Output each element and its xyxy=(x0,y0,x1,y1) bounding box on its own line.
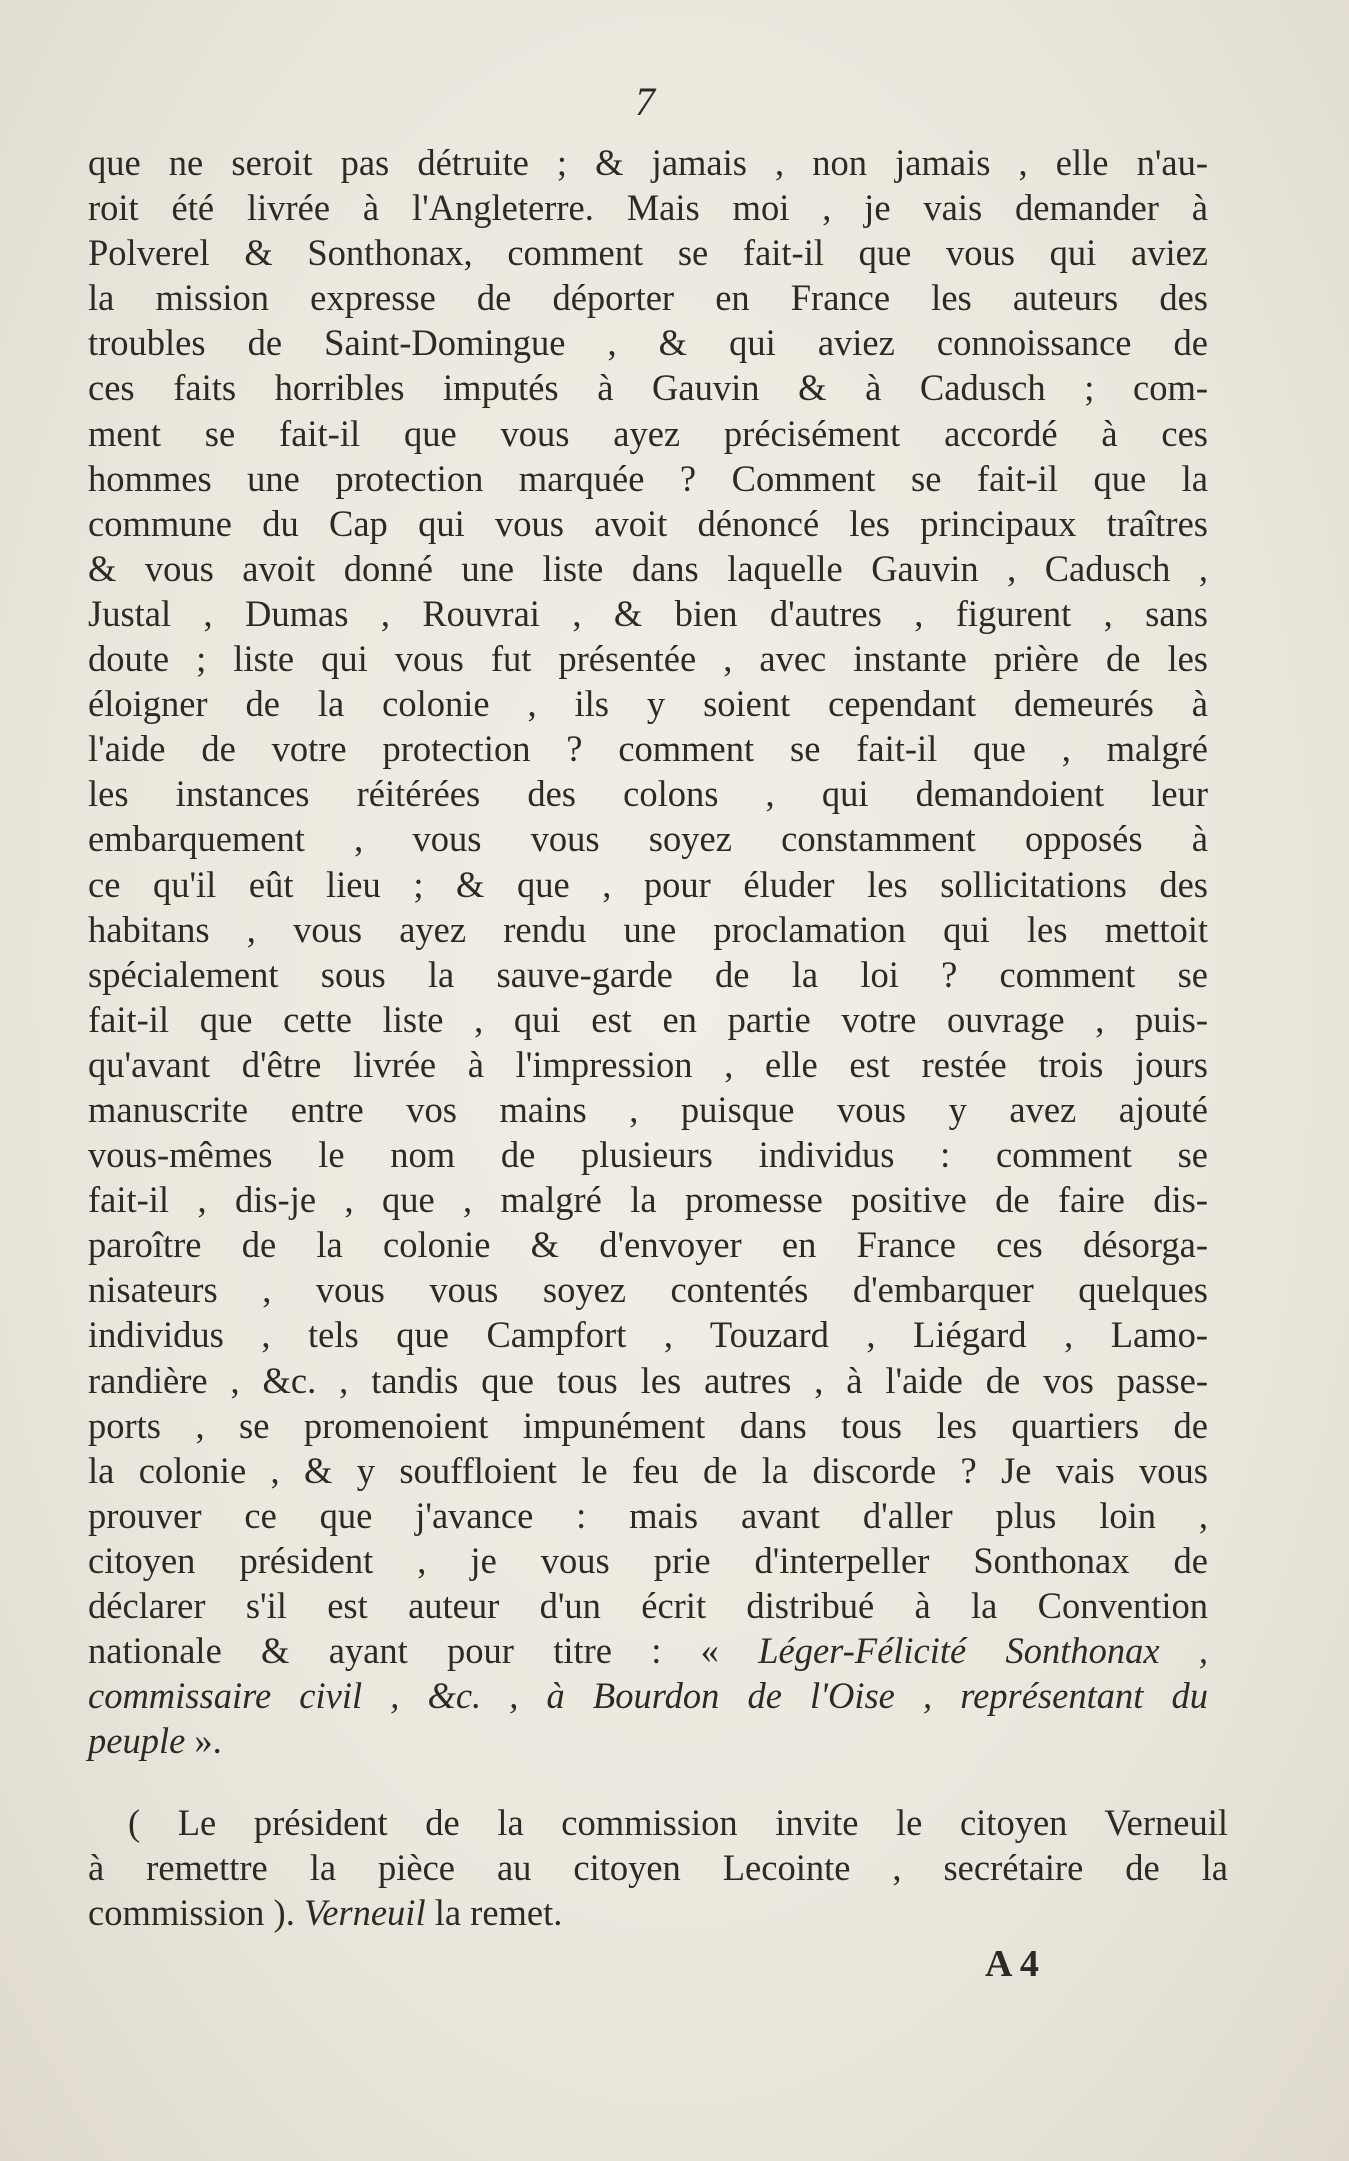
tail-italic-title: Léger-Félicité Sonthonax , xyxy=(758,1630,1209,1672)
text-line: l'aide de votre protection ? comment se fait-il que , malgré xyxy=(88,728,1208,770)
text-line: doute ; liste qui vous fut présentée , avec instante prière de les xyxy=(88,638,1208,680)
para2-line-2: à remettre la pièce au citoyen Lecointe , secrétaire de la xyxy=(88,1847,1228,1889)
text-line: vous-mêmes le nom de plusieurs individus : comment se xyxy=(88,1134,1208,1176)
text-line: fait-il , dis-je , que , malgré la promesse positive de faire dis- xyxy=(88,1179,1208,1221)
text-line: fait-il que cette liste , qui est en partie votre ouvrage , puis- xyxy=(88,998,1208,1040)
text-line: ports , se promenoient impunément dans tous les quartiers de xyxy=(88,1404,1208,1446)
para2-line-3 xyxy=(88,1890,1228,1935)
para2-italic-name: Verneuil xyxy=(303,1892,426,1934)
text-line-tail-1 xyxy=(88,1628,1208,1673)
signature-mark: A 4 xyxy=(985,1943,1039,1985)
text-line: ment se fait-il que vous ayez précisément accordé à ces xyxy=(88,412,1208,454)
para2-line-1: ( Le président de la commission invite le citoyen Verneuil xyxy=(128,1802,1228,1843)
text-line: ce qu'il eût lieu ; & que , pour éluder les sollicitations des xyxy=(88,863,1208,905)
text-line: embarquement , vous vous soyez constamment opposés à xyxy=(88,818,1208,860)
text-line: prouver ce que j'avance : mais avant d'aller plus loin , xyxy=(88,1494,1208,1536)
para2-text-b: la remet. xyxy=(425,1892,563,1934)
tail-italic-title-cont: commissaire civil , &c. , à Bourdon de l'Oise , représentant du xyxy=(88,1675,1208,1717)
text-line: éloigner de la colonie , ils y soient cependant demeurés à xyxy=(88,683,1208,725)
text-line-tail-3 xyxy=(88,1718,1208,1763)
text-line: citoyen président , je vous prie d'interpeller Sonthonax de xyxy=(88,1539,1208,1581)
text-line: habitans , vous ayez rendu une proclamation qui les mettoit xyxy=(88,908,1208,950)
text-line: manuscrite entre vos mains , puisque vous y avez ajouté xyxy=(88,1088,1208,1130)
text-line: la mission expresse de déporter en France les auteurs des xyxy=(88,277,1208,319)
text-line: ces faits horribles imputés à Gauvin & à Cadusch ; com- xyxy=(88,367,1208,409)
text-line: individus , tels que Campfort , Touzard , Liégard , Lamo- xyxy=(88,1314,1208,1356)
tail-roman-text: nationale & ayant pour titre : « xyxy=(88,1630,759,1672)
text-line: spécialement sous la sauve-garde de la loi ? comment se xyxy=(88,953,1208,995)
text-line: roit été livrée à l'Angleterre. Mais moi , je vais demander à xyxy=(88,187,1208,229)
text-line-tail-2 xyxy=(88,1673,1208,1718)
second-paragraph xyxy=(88,1800,1228,1935)
text-line: déclarer s'il est auteur d'un écrit distribué à la Convention xyxy=(88,1585,1208,1626)
text-line: qu'avant d'être livrée à l'impression , elle est restée trois jours xyxy=(88,1043,1208,1085)
text-line: la colonie , & y souffloient le feu de la discorde ? Je vais vous xyxy=(88,1449,1208,1491)
text-line: les instances réitérées des colons , qui demandoient leur xyxy=(88,773,1208,815)
text-line: Polverel & Sonthonax, comment se fait-il que vous qui aviez xyxy=(88,232,1208,274)
text-line: troubles de Saint-Domingue , & qui aviez connoissance de xyxy=(88,322,1208,364)
para2-text-a: commission ). xyxy=(88,1892,304,1934)
tail-italic-title-end: peuple xyxy=(88,1720,186,1762)
tail-closing-quote: ». xyxy=(185,1720,222,1762)
text-line: nisateurs , vous vous soyez contentés d'embarquer quelques xyxy=(88,1269,1208,1311)
text-line: & vous avoit donné une liste dans laquelle Gauvin , Cadusch , xyxy=(88,547,1208,589)
text-line: randière , &c. , tandis que tous les autres , à l'aide de vos passe- xyxy=(88,1359,1208,1401)
text-line: paroître de la colonie & d'envoyer en France ces désorga- xyxy=(88,1224,1208,1266)
page-number: 7 xyxy=(635,79,655,124)
text-line: que ne seroit pas détruite ; & jamais , non jamais , elle n'au- xyxy=(88,142,1208,183)
body-paragraph xyxy=(88,140,1208,1763)
text-line: Justal , Dumas , Rouvrai , & bien d'autres , figurent , sans xyxy=(88,592,1208,634)
text-line: commune du Cap qui vous avoit dénoncé les principaux traîtres xyxy=(88,502,1208,544)
text-line: hommes une protection marquée ? Comment se fait-il que la xyxy=(88,457,1208,499)
